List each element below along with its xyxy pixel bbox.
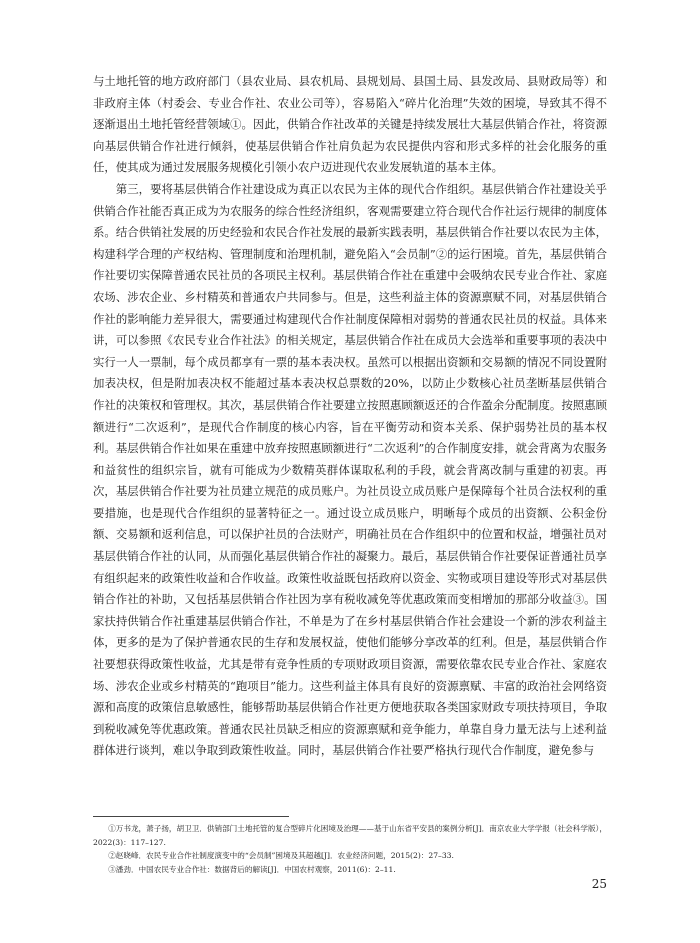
footnote-3: ③潘劲．中国农民专业合作社：数据背后的解读[J]．中国农村观察，2011(6)：2–11. bbox=[108, 864, 396, 874]
main-body-text bbox=[93, 71, 607, 762]
body-paragraph-continuation: 与土地托管的地方政府部门（县农业局、县农机局、县规划局、县国土局、县发改局、县财政局等）和非政府主体（村委会、专业合作社、农业公司等），容易陷入“碎片化治理”失效的困境，导致其不得不逐渐退出土地托管经营领域①。因此，供销合作社改革的关键是持续发展壮大基层供销合作社，将资源向基层供销合作社进行倾斜，使基层供销合作社肩负起为农民提供内容和形式多样的社会化服务的重任，使其成为通过发展服务规模化引领小农户迈进现代农业发展轨道的基本主体。 bbox=[93, 74, 607, 175]
body-paragraph-third-point: 第三，要将基层供销合作社建设成为真正以农民为主体的现代合作组织。基层供销合作社建设关乎供销合作社能否真正成为为农服务的综合性经济组织，客观需要建立符合现代合作社运行规律的制度体系。结合供销社发展的历史经验和农民合作社发展的最新实践表明，基层供销合作社要以农民为主体，构建科学合理的产权结构、管理制度和治理机制，避免陷入“会员制”②的运行困境。首先，基层供销合作社要切实保障普通农民社员的各项民主权利。基层供销合作社在重建中会吸纳农民专业合作社、家庭农场、涉农企业、乡村精英和普通农户共同参与。但是，这些利益主体的资源禀赋不同，对基层供销合作社的影响能力差异很大，需要通过构建现代合作社制度保障相对弱势的普通农民社员的权益。具体来讲，可以参照《农民专业合作社法》的相关规定，基层供销合作社在成员大会选举和重要事项的表决中实行一人一票制，每个成员都享有一票的基本表决权。虽然可以根据出资额和交易额的情况不同设置附加表决权，但是附加表决权不能超过基本表决权总票数的20%，以防止少数核心社员垄断基层供销合作社的决策权和管理权。其次，基层供销合作社要建立按照惠顾额返还的合作盈余分配制度。按照惠顾额进行“二次返利”，是现代合作制度的核心内容，旨在平衡劳动和资本关系、保护弱势社员的基本权利。基层供销合作社如果在重建中放弃按照惠顾额进行“二次返利”的合作制度安排，就会背离为农服务和益贫性的组织宗旨，就有可能成为少数精英群体谋取私利的手段，就会背离改制与重建的初衷。再次，基层供销合作社要为社员建立规范的成员账户。为社员设立成员账户是保障每个社员合法权利的重要措施，也是现代合作组织的显著特征之一。通过设立成员账户，明晰每个成员的出资额、公积金份额、交易额和返利信息，可以保护社员的合法财产，明确社员在合作组织中的位置和权益，增强社员对基层供销合作社的认同，从而强化基层供销合作社的凝聚力。最后，基层供销合作社要保证普通社员享有组织起来的政策性收益和合作收益。政策性收益既包括政府以资金、实物或项目建设等形式对基层供销合作社的补助，又包括基层供销合作社因为享有税收减免等优惠政策而变相增加的那部分收益③。国家扶持供销合作社重建基层供销合作社，不单是为了在乡村基层供销合作社会建设一个新的涉农利益主体，更多的是为了保护普通农民的生存和发展权益，使他们能够分享改革的红利。但是，基层供销合作社要想获得政策性收益，尤其是带有竞争性质的专项财政项目资源，需要依靠农民专业合作社、家庭农场、涉农企业或乡村精英的“跑项目”能力。这些利益主体具有良好的资源禀赋、丰富的政治社会网络资源和高度的政策信息敏感性，能够帮助基层供销合作社更方便地获取各类国家财政专项扶持项目，争取到税收减免等优惠政策。普通农民社员缺乏相应的资源禀赋和竞争能力，单靠自身力量无法与上述利益群体进行谈判，难以争取到政策性收益。同时，基层供销合作社要严格执行现代合作制度，避免参与 bbox=[93, 181, 607, 758]
footnote-1: ①万书龙，萧子扬，胡卫卫．供销部门土地托管的复合型碎片化困境及治理——基于山东省平安县的案例分析[J]．南京农业大学学报（社会科学版），2022(3)：117–127. bbox=[93, 824, 607, 847]
footnotes bbox=[93, 822, 607, 876]
page-number: 25 bbox=[591, 877, 607, 891]
footnote-divider bbox=[93, 816, 289, 817]
footnote-2: ②赵晓峰．农民专业合作社制度演变中的“会员制”困境及其超越[J]．农业经济问题，2015(2)：27–33. bbox=[108, 851, 454, 860]
